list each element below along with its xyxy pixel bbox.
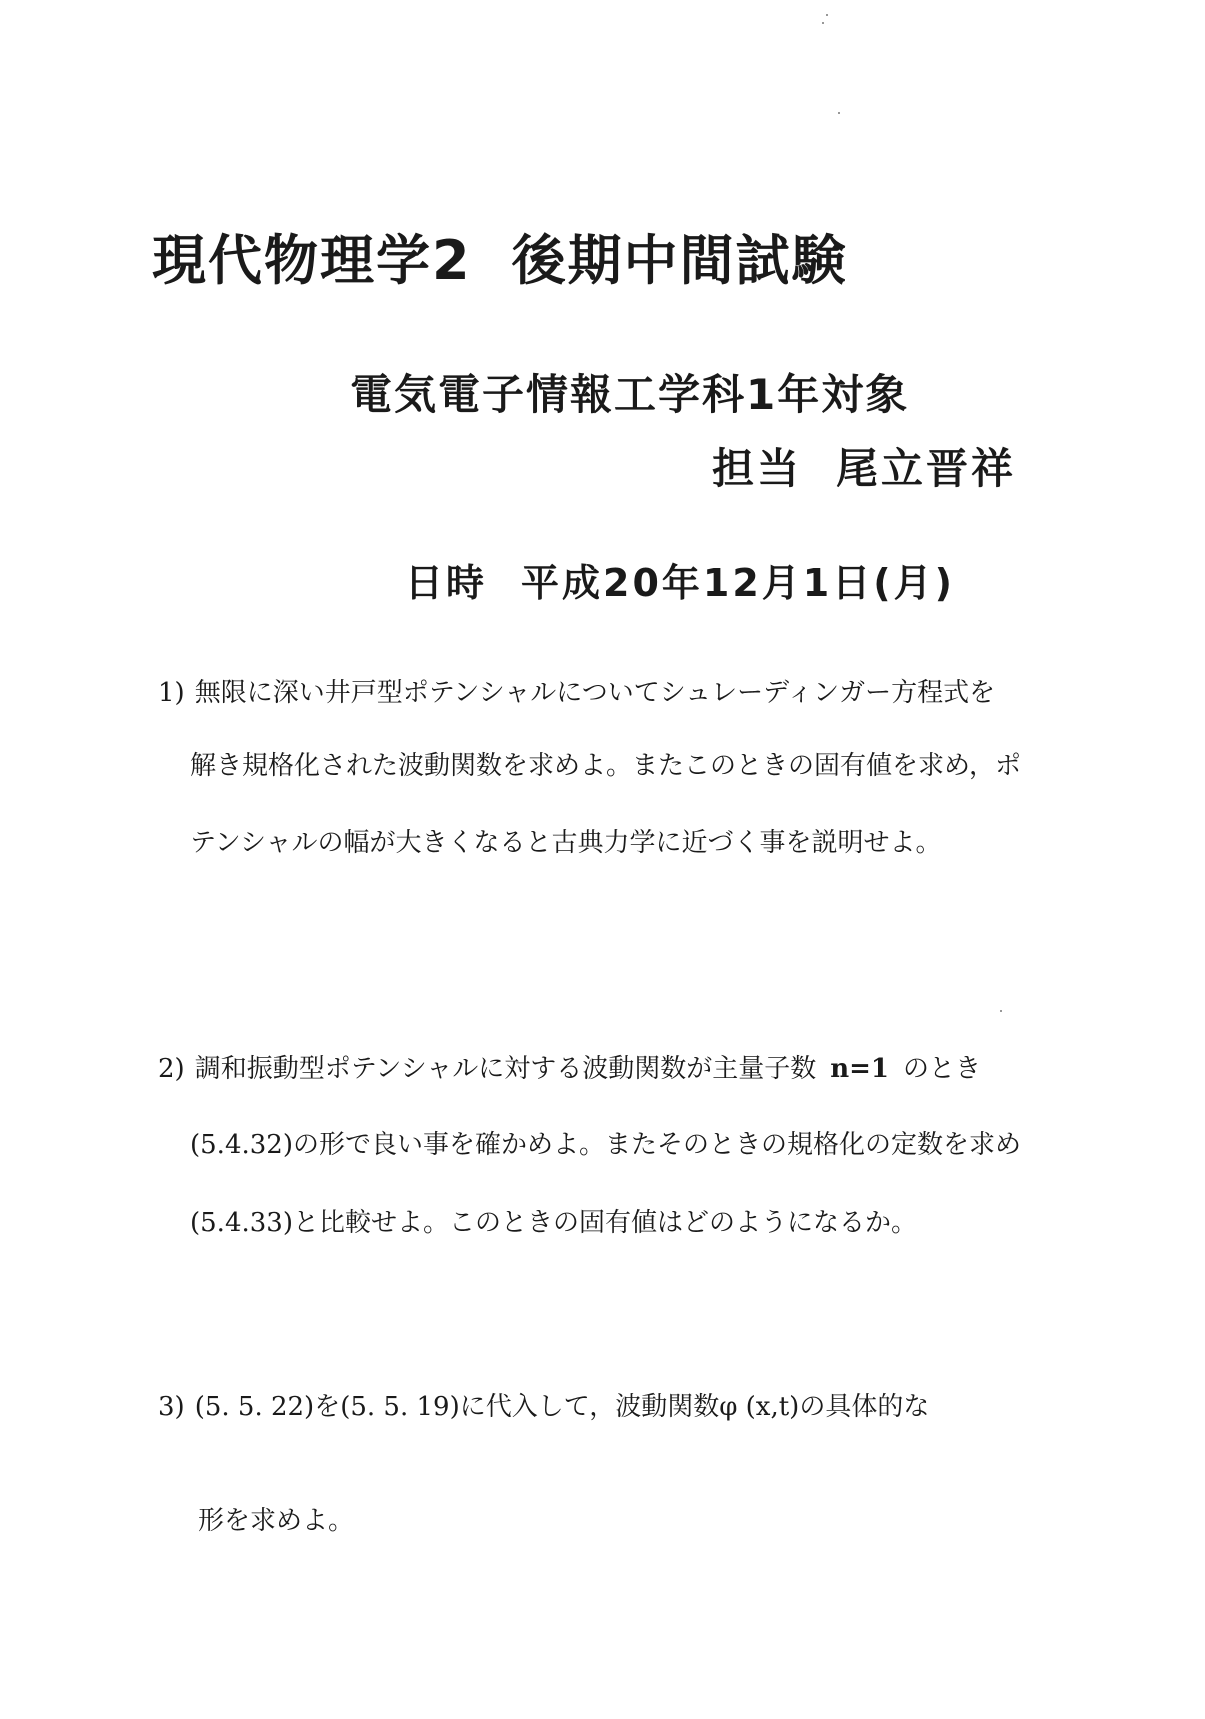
scan-speck	[1000, 1010, 1002, 1012]
page-title	[152, 218, 848, 295]
date-value: 平成20年12月1日(月)	[521, 561, 955, 605]
date-label: 日時	[405, 561, 488, 605]
question-1-number: 1)	[158, 678, 185, 708]
instructor-line	[712, 436, 1016, 496]
question-1-line-2: 解き規格化された波動関数を求めよ。またこのときの固有値を求め，ポ	[190, 751, 1021, 781]
question-2-number: 2)	[158, 1054, 185, 1084]
question-1-text-1: 無限に深い井戸型ポテンシャルについてシュレーディンガー方程式を	[194, 678, 996, 708]
exam-title: 後期中間試験	[511, 229, 848, 292]
question-2-line-2: (5.4.32)の形で良い事を確かめよ。またそのときの規格化の定数を求め	[190, 1130, 1021, 1160]
question-1-line-1	[158, 672, 995, 709]
question-1-line-3: テンシャルの幅が大きくなると古典力学に近づく事を説明せよ。	[190, 828, 942, 858]
question-2-text-post: のとき	[903, 1054, 982, 1084]
question-3-line-2: 形を求めよ。	[198, 1506, 355, 1536]
question-2-line-1	[158, 1048, 981, 1085]
question-2-line-3: (5.4.33)と比較せよ。このときの固有値はどのようになるか。	[190, 1208, 917, 1238]
question-3-line-1	[158, 1386, 929, 1423]
question-2-text-pre: 調和振動型ポテンシャルに対する波動関数が主量子数	[194, 1054, 817, 1084]
instructor-label: 担当	[712, 444, 803, 493]
question-3-number: 3)	[158, 1392, 185, 1422]
scan-speck	[822, 22, 824, 24]
date-line	[405, 552, 955, 607]
course-title: 現代物理学2	[152, 229, 472, 292]
scan-speck	[826, 14, 828, 16]
department-line: 電気電子情報工学科1年対象	[350, 370, 910, 419]
question-3-text-1: (5. 5. 22)を(5. 5. 19)に代入して，波動関数φ (x,t)の具体的な	[194, 1392, 930, 1422]
instructor-name: 尾立晋祥	[836, 444, 1017, 493]
scan-speck	[838, 112, 840, 114]
question-2-formula: n=1	[830, 1054, 889, 1084]
